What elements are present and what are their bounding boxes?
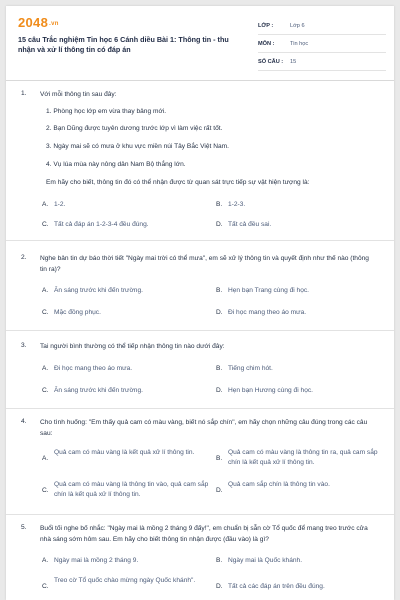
option-label: A. <box>42 287 49 294</box>
option-text: Mặc đồng phục. <box>54 309 101 316</box>
answer-option-d[interactable] <box>216 308 386 318</box>
meta-key: LỚP : <box>258 22 274 29</box>
answer-option-d[interactable] <box>216 480 386 502</box>
option-text: Ngày mai là mồng 2 tháng 9. <box>54 557 139 564</box>
option-label: C. <box>42 221 49 228</box>
question-text: Với mỗi thông tin sau đây: <box>40 91 117 98</box>
option-label: D. <box>216 583 223 590</box>
meta-table <box>258 17 386 71</box>
option-label: C. <box>42 309 49 316</box>
option-text: Quả cam có màu vàng là thông tin ra, quả cam sắp chín là kết quả xử lí thông tin. <box>228 449 378 466</box>
option-text: Treo cờ Tổ quốc chào mừng ngày Quốc khánh". <box>54 577 196 584</box>
worksheet-page <box>6 6 394 600</box>
question-line: 2. Bạn Dũng được tuyên dương trước lớp vì làm việc rất tốt. <box>46 125 223 132</box>
question-2 <box>6 240 394 331</box>
answer-option-c[interactable] <box>42 220 212 230</box>
question-text: Cho tình huống: "Em thấy quả cam có màu vàng, biết nó sắp chín", em hãy chọn những câu đúng trong các câu sau: <box>40 419 368 437</box>
question-number: 4. <box>21 418 27 425</box>
option-text: Ăn sáng trước khi đến trường. <box>54 287 143 294</box>
answer-option-a[interactable] <box>42 200 212 210</box>
meta-value: 15 <box>290 58 297 65</box>
answer-option-d[interactable] <box>216 220 386 230</box>
option-text: Ăn sáng trước khi đến trường. <box>54 387 143 394</box>
option-label: C. <box>42 487 49 494</box>
meta-value: Lớp 6 <box>290 22 305 29</box>
answer-option-a[interactable] <box>42 364 212 374</box>
question-number: 2. <box>21 254 27 261</box>
meta-row-count <box>258 53 386 71</box>
option-label: D. <box>216 387 223 394</box>
option-text: Quả cam có màu vàng là thông tin vào, quả cam sắp chín là kết quả xử lí thông tin. <box>54 481 209 498</box>
option-label: C. <box>42 387 49 394</box>
option-label: D. <box>216 221 223 228</box>
option-text: Hẹn bạn Hương cùng đi học. <box>228 387 313 394</box>
option-text: Tất cả đáp án 1-2-3-4 đều đúng. <box>54 221 149 228</box>
question-line: Em hãy cho biết, thông tin đó có thể nhận được từ quan sát trực tiếp sự vật hiện tượng là: <box>46 179 310 186</box>
page-title: 15 câu Trắc nghiệm Tin học 6 Cánh diều Bài 1: Thông tin - thu nhận và xử lí thông tin có đáp án <box>18 35 229 54</box>
question-4 <box>6 408 394 515</box>
option-label: B. <box>216 455 223 462</box>
meta-row-subject <box>258 35 386 53</box>
answer-option-b[interactable] <box>216 286 386 296</box>
question-5 <box>6 514 394 600</box>
logo-text: 2048 <box>18 15 49 30</box>
question-text: Tai người bình thường có thể tiếp nhận thông tin nào dưới đây: <box>40 343 225 350</box>
option-label: A. <box>42 201 49 208</box>
answer-option-d[interactable] <box>216 582 386 592</box>
answer-option-b[interactable] <box>216 448 386 470</box>
meta-row-grade <box>258 17 386 35</box>
option-text: Tất cả các đáp án trên đều đúng. <box>228 583 325 590</box>
question-number: 3. <box>21 342 27 349</box>
option-text: Hẹn bạn Trang cùng đi học. <box>228 287 310 294</box>
option-text: Đi học mang theo áo mưa. <box>54 365 133 372</box>
option-label: C. <box>42 583 49 590</box>
option-text: Tất cả đều sai. <box>228 221 272 228</box>
option-label: B. <box>216 557 223 564</box>
option-text: 1-2. <box>54 201 66 208</box>
question-3 <box>6 330 394 409</box>
option-label: B. <box>216 201 223 208</box>
logo-suffix: .vn <box>49 20 59 27</box>
answer-option-a[interactable] <box>42 286 212 296</box>
option-label: D. <box>216 309 223 316</box>
question-line: 4. Vụ lúa mùa này nông dân Nam Bộ thắng lớn. <box>46 161 186 168</box>
answer-option-a[interactable] <box>42 448 212 470</box>
option-label: A. <box>42 455 49 462</box>
answer-option-a[interactable] <box>42 556 212 566</box>
meta-key: MÔN : <box>258 40 275 47</box>
answer-option-c[interactable] <box>42 576 212 598</box>
question-number: 1. <box>21 90 27 97</box>
question-text: Nghe bản tin dự báo thời tiết "Ngày mai trời có thể mưa", em sẽ xử lý thông tin và quyết định như thế nào (thông tin ra)? <box>40 255 369 273</box>
question-1 <box>6 80 394 241</box>
page-header <box>6 6 394 81</box>
question-text: Buổi tối nghe bố nhắc: "Ngày mai là mồng 2 tháng 9 đấy!", em chuẩn bị sẵn cờ Tổ quốc để mang treo trước cửa nhà sáng sớm hôm sau. Em hãy cho biết thông tin nhận được (đầu vào) là gì? <box>40 525 368 543</box>
answer-option-c[interactable] <box>42 480 212 502</box>
option-text: 1-2-3. <box>228 201 246 208</box>
option-text: Quả cam sắp chín là thông tin vào. <box>228 481 330 488</box>
answer-option-b[interactable] <box>216 364 386 374</box>
question-line: 3. Ngày mai sẽ có mưa ở khu vực miền núi Tây Bắc Việt Nam. <box>46 143 229 150</box>
question-number: 5. <box>21 524 27 531</box>
answer-option-b[interactable] <box>216 556 386 566</box>
option-text: Quả cam có màu vàng là kết quả xử lí thông tin. <box>54 449 195 456</box>
option-label: A. <box>42 365 49 372</box>
option-label: A. <box>42 557 49 564</box>
meta-value: Tin học <box>290 40 309 47</box>
option-label: B. <box>216 287 223 294</box>
question-line: 1. Phòng học lớp em vừa thay bảng mới. <box>46 108 167 115</box>
answer-option-c[interactable] <box>42 386 212 396</box>
option-text: Ngày mai là Quốc khánh. <box>228 557 303 564</box>
answer-option-b[interactable] <box>216 200 386 210</box>
option-text: Tiếng chim hót. <box>228 365 273 372</box>
option-text: Đi học mang theo áo mưa. <box>228 309 307 316</box>
meta-key: SỐ CÂU : <box>258 58 284 65</box>
option-label: B. <box>216 365 223 372</box>
answer-option-d[interactable] <box>216 386 386 396</box>
site-logo[interactable] <box>18 15 59 30</box>
option-label: D. <box>216 487 223 494</box>
answer-option-c[interactable] <box>42 308 212 318</box>
